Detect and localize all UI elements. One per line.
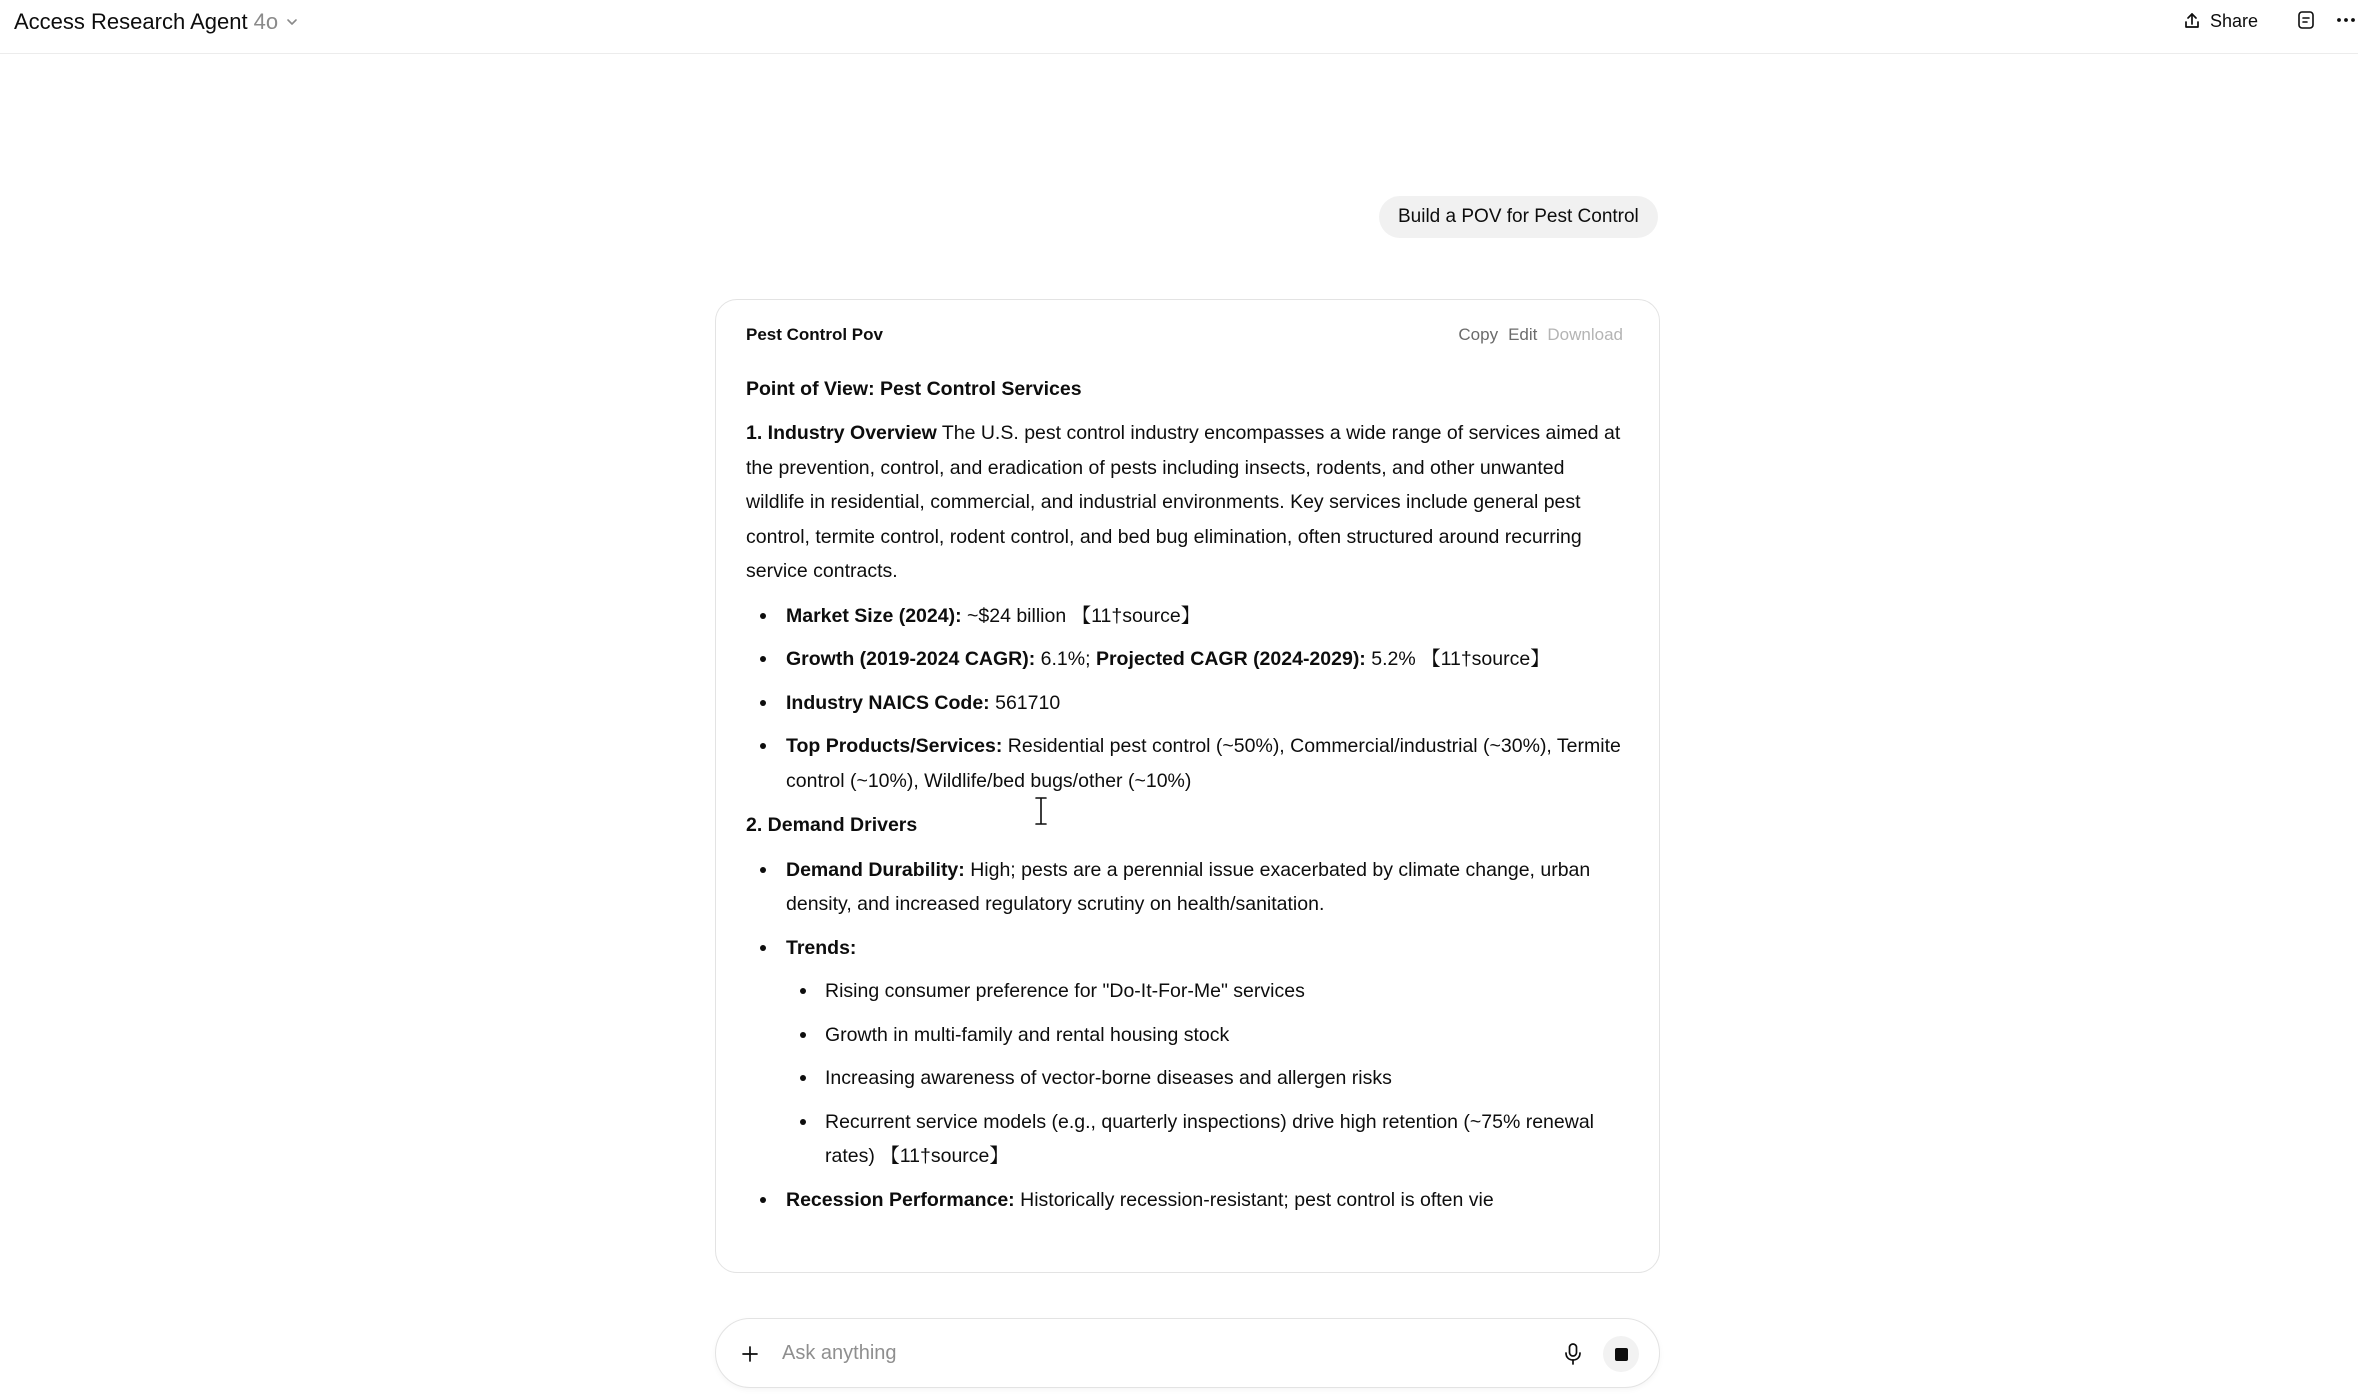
trends-sublist [786,974,1626,1174]
bullet-label: Top Products/Services: [786,735,1003,757]
download-button[interactable]: Download [1547,325,1623,344]
bullet-label: Demand Durability: [786,858,965,881]
stop-generating-button[interactable] [1603,1336,1639,1372]
copy-button[interactable]: Copy [1458,325,1499,344]
demand-drivers-list [746,853,1626,1218]
list-item [746,1183,1626,1218]
sublist-item: Growth in multi-family and rental housing stock [786,1018,1626,1053]
edit-button[interactable]: Edit [1508,325,1538,344]
model-name: 4o [253,9,279,34]
list-item [746,931,1626,1174]
app-title: Access Research Agent [14,9,248,34]
document-title: Pest Control Pov [746,325,883,344]
more-horizontal-icon[interactable] [2334,9,2358,31]
list-item [746,642,1626,677]
document-body[interactable] [746,372,1626,1227]
sublist-item: Recurrent service models (e.g., quarterly inspections) drive high retention (~75% renewal rates) 【11†source】 [786,1105,1626,1174]
top-bar [0,0,2358,54]
bullet-value: ~$24 billion 【11†source】 [967,604,1201,627]
section-text: The U.S. pest control industry encompasses a wide range of services aimed at the prevention, control, and eradication of pests including insects, rodents, and other unwanted wildlife in residential, commercial, and industrial environments. Key services include general pest control, termite control, rodent control, and bed bug elimination, often structured around recurring service contracts. [746,422,1621,582]
prompt-input[interactable] [780,1333,1540,1373]
sublist-item: Rising consumer preference for "Do-It-For-Me" services [786,974,1626,1009]
bullet-value-secondary: 5.2% 【11†source】 [1371,648,1550,670]
user-message-text: Build a POV for Pest Control [1398,206,1639,227]
stop-icon [1615,1348,1628,1361]
list-item [746,599,1626,634]
list-item [746,729,1626,798]
bullet-label: Trends: [786,936,857,959]
bullet-label: Growth (2019-2024 CAGR): [786,648,1036,670]
model-switcher[interactable] [14,8,300,36]
plus-icon[interactable] [738,1342,762,1366]
sublist-item: Increasing awareness of vector-borne diseases and allergen risks [786,1061,1626,1096]
industry-overview-paragraph [746,416,1626,589]
composer [715,1318,1660,1388]
document-heading: Point of View: Pest Control Services [746,378,1082,400]
chevron-down-icon [284,14,300,30]
list-item [746,853,1626,922]
share-label: Share [2210,10,2259,31]
bullet-value: Historically recession-resistant; pest control is often vie [1020,1188,1494,1211]
demand-drivers-heading: 2. Demand Drivers [746,814,918,836]
bullet-value: 6.1%; [1040,648,1091,670]
bullet-label: Market Size (2024): [786,604,962,627]
share-button[interactable] [2182,7,2258,35]
industry-overview-list [746,599,1626,799]
user-message-bubble [1379,196,1658,238]
bullet-label: Recession Performance: [786,1188,1015,1211]
bullet-label: Industry NAICS Code: [786,691,990,714]
canvas-document-card [715,299,1660,1273]
bullet-value: 561710 [995,691,1061,714]
canvas-document-icon[interactable] [2295,9,2317,31]
microphone-icon[interactable] [1560,1341,1586,1367]
share-upload-icon [2182,11,2202,31]
list-item [746,686,1626,721]
bullet-label-secondary: Projected CAGR (2024-2029): [1095,648,1366,670]
bullet-value: Residential pest control (~50%), Commercial/industrial (~30%), Termite control (~10%), Wildlife/bed bugs/other (~10%) [786,735,1621,792]
bullet-value: High; pests are a perennial issue exacerbated by climate change, urban density, and increased regulatory scrutiny on health/sanitation. [786,858,1591,915]
document-actions [1458,325,1623,345]
section-title: 1. Industry Overview [746,422,937,444]
